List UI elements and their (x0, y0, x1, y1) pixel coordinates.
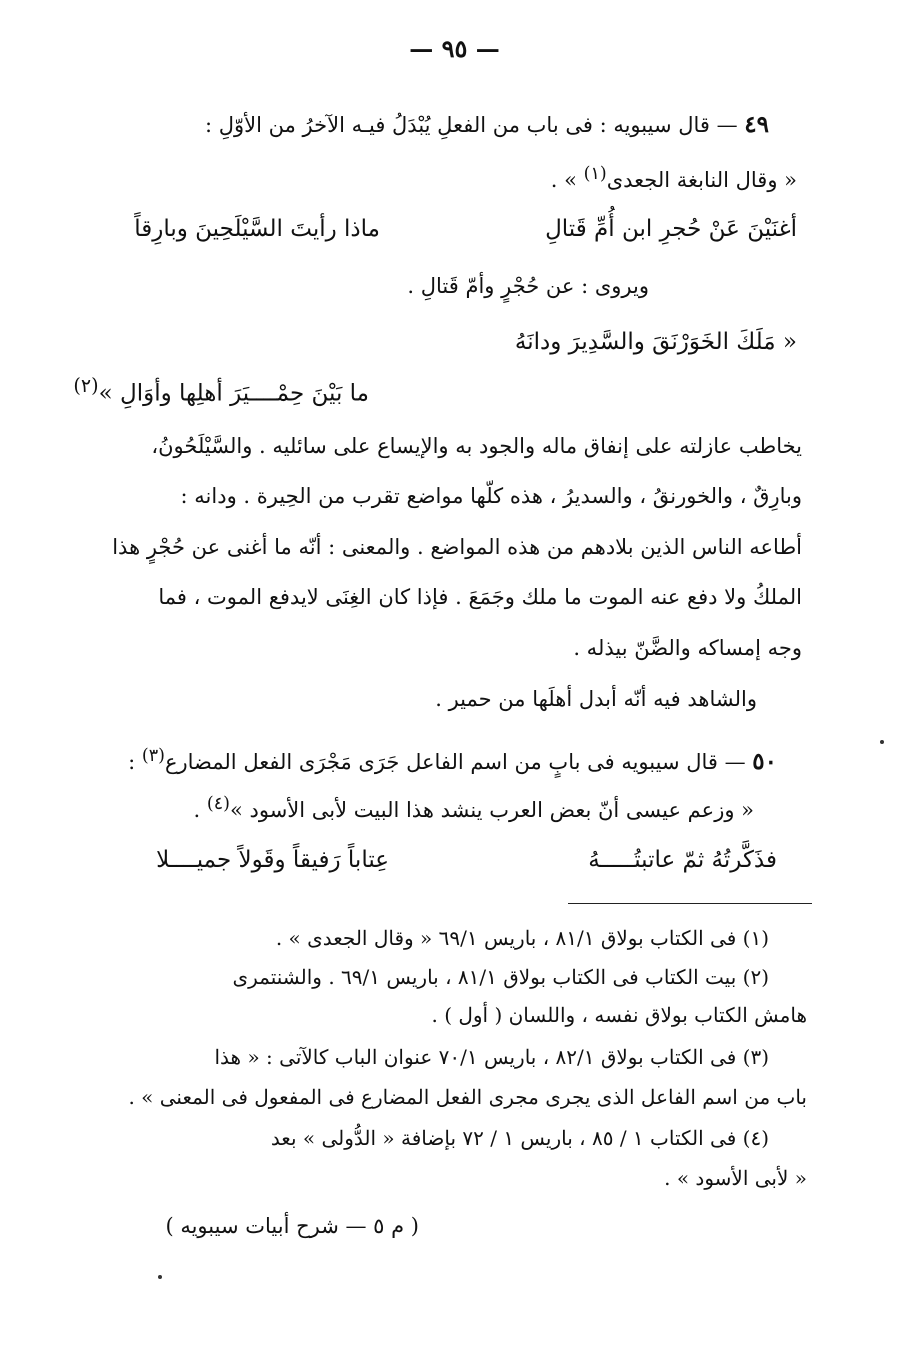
section-49-heading (129, 111, 769, 139)
footnote-3-line-1: (٣) فى الكتاب بولاق ٨٢/١ ، باريس ٧٠/١ عنوان الباب كالآتى : « هذا (214, 1045, 769, 1069)
section-50-heading (128, 742, 777, 776)
section-number: ٤٩ (744, 111, 769, 138)
footnote-1: (١) فى الكتاب بولاق ٨١/١ ، باريس ٦٩/١ « وقال الجعدى » . (275, 926, 769, 950)
heading-close: : (128, 750, 142, 774)
scan-speck (158, 1275, 162, 1279)
quote-text: « وقال النابغة الجعدى (606, 168, 797, 192)
verse-text: ما بَيْنَ حِمْــــيَرَ أهلِها وأوَالِ » (98, 380, 369, 407)
heading-text: — قال سيبويه : فى باب من الفعلِ يُبْدَلُ فيـه الآخرُ من الأوّلِ : (204, 113, 738, 137)
verse-2-second-hemistich (73, 372, 369, 408)
footnote-2-line-1: (٢) بيت الكتاب فى الكتاب بولاق ٨١/١ ، باريس ٦٩/١ . والشنتمرى (232, 965, 769, 989)
commentary-line-3: أطاعه الناس الذين بلادهم من هذه المواضع . والمعنى : أنّه ما أغنى عن حُجْرٍ هذا (112, 535, 802, 559)
footnote-ref: (١) (583, 164, 607, 184)
scan-speck (880, 740, 884, 744)
verse-1-first-hemistich: ماذا رأيتَ السَّيْلَحِينَ وبارِقاً (134, 216, 380, 242)
variant-reading: ويروى : عن حُجْرٍ وأمّ قَتالِ . (407, 274, 649, 298)
footnote-ref: (٣) (141, 746, 165, 766)
footnote-2-line-2: هامش الكتاب بولاق نفسه ، واللسان ( أول ) . (431, 1003, 807, 1027)
quote-intro-50 (194, 790, 754, 824)
signature-mark: ( م ٥ — شرح أبيات سيبويه ) (165, 1214, 419, 1238)
shahid-line: والشاهد فيه أنّه أبدل أهلَها من حمير . (435, 687, 757, 711)
heading-text: — قال سيبويه فى بابٍ من اسم الفاعل جَرَى مَجْرَى الفعل المضارع (164, 750, 746, 774)
quote-text: « وزعم عيسى أنّ بعض العرب ينشد هذا البيت لأبى الأسود » (229, 798, 754, 822)
footnote-4-line-1: (٤) فى الكتاب ١ / ٨٥ ، باريس ١ / ٧٢ بإضافة « الدُّولى » بعد (270, 1126, 769, 1150)
footnote-3-line-2: باب من اسم الفاعل الذى يجرى مجرى الفعل المضارع فى المفعول فى المعنى » . (128, 1085, 807, 1109)
verse-1-second-hemistich: أغنَيْنَ عَنْ حُجرِ ابن أُمِّ قَتالِ (545, 216, 797, 242)
footnote-divider (568, 903, 812, 904)
footnote-4-line-2: « لأبى الأسود » . (664, 1166, 807, 1190)
quote-intro (551, 160, 797, 194)
section-number: ٥٠ (752, 748, 777, 775)
commentary-line-1: يخاطب عازلته على إنفاق ماله والجود به والإيساع على سائليه . والسَّيْلَحُونُ، (151, 434, 802, 458)
page-number: — ٩٥ — (409, 34, 500, 63)
footnote-ref: (٤) (206, 794, 230, 814)
footnote-ref: (٢) (73, 374, 99, 397)
commentary-line-5: وجه إمساكه والضَّنّ بيذله . (573, 636, 802, 660)
commentary-line-4: الملكُ ولا دفع عنه الموت ما ملك وجَمَعَ . فإذا كان الغِنَى لايدفع الموت ، فما (158, 585, 802, 609)
quote-close: » . (550, 168, 584, 192)
verse-50-second-hemistich: عِتاباً رَفيقاً وقَولاً جميــــلا (156, 847, 389, 873)
quote-close: . (193, 798, 207, 822)
commentary-line-2: وبارِقٌ ، والخورنقُ ، والسديرُ ، هذه كلّها مواضع تقرب من الحِيرة . ودانه : (180, 484, 802, 508)
verse-2-first-hemistich: « مَلَكَ الخَوَرْنَقَ والسَّدِيرَ ودانَهُ (514, 329, 797, 355)
verse-50-first-hemistich: فذَكَّرتُهُ ثمّ عاتبتُـــــهُ (588, 847, 777, 873)
